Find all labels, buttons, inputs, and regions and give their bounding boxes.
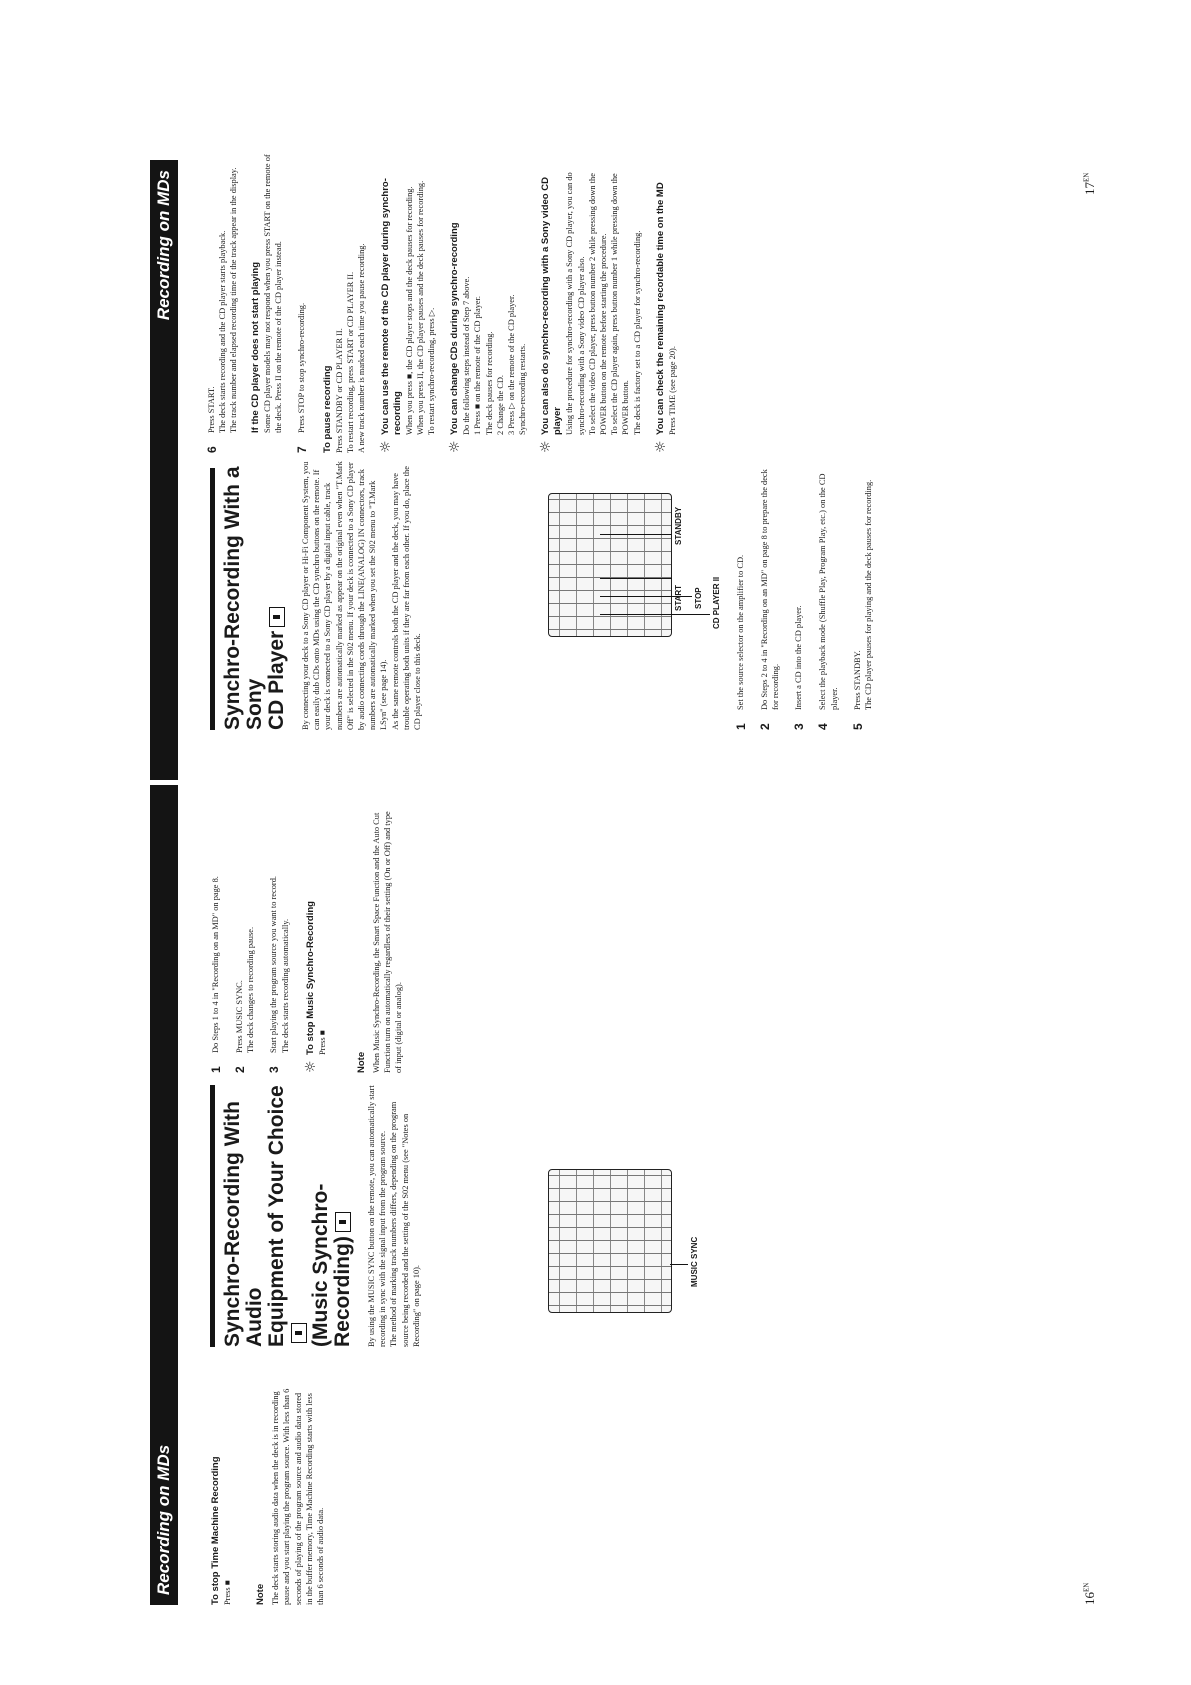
tip-video-cd: ☼ You can also do synchro-recording with a Sony video CD player Using the procedure for synchro-recording with a Sony CD player, you can do synchro-recording with a Sony video CD player also. To select the video CD player, press button number 2 while pressing down the POWER button on the remote before starting the procedure. To select the CD player again, press button number 1 while pressing down the POWER button. The deck is factory set to a CD player for synchro-recording. — [538, 172, 642, 453]
step-item: 3 Start playing the program source you want to record. The deck starts recording automatically. — [267, 876, 290, 1073]
tip-change-cds: ☼ You can change CDs during synchro-recording Do the following steps instead of Step 7 above. 1 Press ■ on the remote of the CD player. The deck pauses for recording. 2 Change the CD. 3 Press ▷ on the remote of the CD player. Synchro-recording restarts. — [447, 222, 528, 453]
tip-cd-remote: ☼ You can use the remote of the CD player during synchro-recording When you press ■, the CD player stops and the deck pauses for recording. When you press II, the CD player pauses and the deck pauses for recording. To restart synchro-recording, press ▷. — [377, 178, 437, 453]
pause-recording-heading: To pause recording — [322, 365, 334, 453]
step-item: 7 Press STOP to stop synchro-recording. — [295, 302, 310, 453]
cd-not-start-block: If the CD player does not start playing Some CD player models may not respond when you press START on the remote of the deck. Press II on the remote of the CD player instead. — [249, 154, 283, 433]
left-page-number: $16^{EN}$ — [1082, 1582, 1097, 1605]
music-sync-title-line2: Equipment of Your Choice — [266, 1079, 310, 1347]
note-text: When Music Synchro-Recording, the Smart Space Function and the Auto Cut Function turn on automatically regardless of their setting (On or Off) and type of input (digital or analog). — [372, 811, 404, 1073]
stop-label: STOP — [694, 587, 703, 609]
music-sync-title-line1: Synchro-Recording With Audio — [221, 1101, 266, 1347]
left-banner-title: Recording on MDs — [154, 1444, 173, 1595]
sony-cd-title-line2: CD Player — [266, 458, 288, 730]
music-sync-stop-tip: ☼ To stop Music Synchro-Recording Press ■ — [302, 901, 327, 1073]
sony-cd-title-line1: Synchro-Recording With a Sony — [221, 466, 266, 730]
tip-lightbulb-icon: ☼ — [377, 440, 394, 453]
right-page-number: $17^{EN}$ — [1082, 172, 1097, 195]
step-item: 2 Do Steps 2 to 4 in "Recording on an MD" on page 8 to prepare the deck for recording. — [758, 469, 781, 730]
time-machine-stop-instruction: Press ■ — [223, 1580, 232, 1605]
tip-lightbulb-icon: ☼ — [652, 440, 669, 453]
tip-remaining-time: ☼ You can check the remaining recordable time on the MD Press TIME (see page 20). — [652, 182, 677, 453]
step-item: 5 Press STANDBY. The CD player pauses for playing and the deck pauses for recording. — [850, 479, 874, 730]
right-banner-title: Recording on MDs — [154, 170, 173, 321]
step-item: 4 Select the playback mode (Shuffle Play, Program Play, etc.) on the CD player. — [816, 473, 839, 730]
tip-lightbulb-icon: ☼ — [302, 1060, 319, 1073]
music-sync-title-line3: (Music Synchro-Recording) — [309, 1183, 354, 1347]
note-heading: Note — [356, 1051, 368, 1073]
cd-player-pause-label: CD PLAYER II — [712, 576, 721, 629]
tip-lightbulb-icon: ☼ — [447, 440, 464, 453]
tip-lightbulb-icon: ☼ — [538, 440, 555, 453]
start-label: START — [674, 584, 683, 611]
music-sync-intro: By using the MUSIC SYNC button on the remote, you can automatically start recording in sync with the signal input from the program source. The method of marking track numbers differs, depending on the program source being recorded and the setting of the S02 menu (see "Notes on Recording" on page 10). — [367, 1085, 421, 1347]
note-text: The deck starts storing audio data when the deck is in recording pause and you start playing the program source. With less than 6 seconds of playing of the program source and audio data stored in the buffer memory, Time Machine Recording starts with less than 6 seconds of audio data. — [271, 1388, 326, 1605]
step-item: 1 Do Steps 1 to 4 in "Recording on an MD" on page 8. — [209, 876, 223, 1073]
sony-cd-intro: By connecting your deck to a Sony CD player or Hi-Fi Component System, you can easily dub CDs onto MDs using the CD synchro buttons on the remote. If your deck is connected to a Sony CD player by a digital input cable, track numbers are automatically marked as appear on the original even when "T.Mark Off" is selected in the S02 menu. If your deck is connected to a Sony CD player by audio connecting cords through the LINE(ANALOG) IN connectors, track numbers are automatically marked when you set the S02 menu to "T.Mark LSyn" (see page 14). As the same remote controls both the CD player and the deck, you may have trouble operating both units if they are far from each other. If you do, place the CD player close to this deck. — [301, 461, 423, 730]
standby-label: STANDBY — [674, 506, 683, 545]
step-item: 3 Insert a CD into the CD player. — [792, 605, 807, 730]
right-column-1-steps — [735, 458, 874, 730]
step-item: 1 Set the source selector on the amplifier to CD. — [734, 554, 748, 730]
pause-recording-text: Press STANDBY or CD PLAYER II. To restart recording, press START or CD PLAYER II. A new track number is marked each time you pause recording. — [335, 243, 367, 453]
step-item: 6 Press START. The deck starts recording and the CD player starts playback. The track number and elapsed recording time of the track appear in the display. — [205, 167, 239, 453]
step-item: 2 Press MUSIC SYNC. The deck changes to recording pause. — [233, 926, 256, 1073]
music-sync-button-label: MUSIC SYNC — [690, 1236, 699, 1287]
note-heading: Note — [255, 1583, 267, 1605]
time-machine-stop-heading: To stop Time Machine Recording — [210, 1456, 221, 1605]
